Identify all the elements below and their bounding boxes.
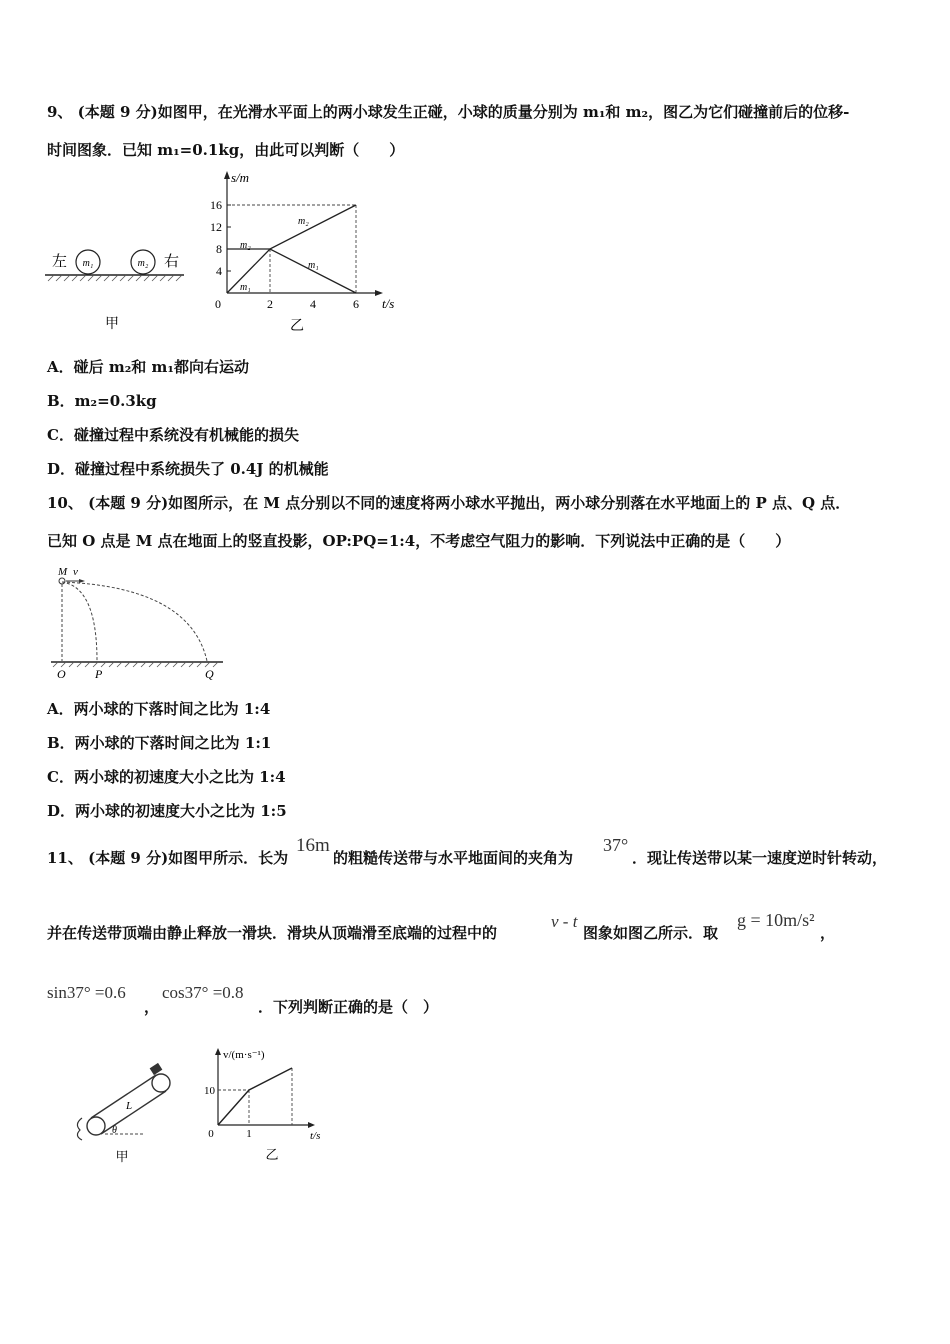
q11-length-value: 16m [296, 835, 330, 856]
q11-stem-part1: 11、 (本题 9 分)如图甲所示．长为 [47, 849, 289, 867]
caption-jia: 甲 [115, 1149, 129, 1164]
label-theta: θ [112, 1125, 117, 1136]
label-v: v [73, 566, 78, 578]
q11-cos-value: cos37° =0.8 [162, 983, 244, 1002]
label-L: L [126, 1100, 133, 1112]
x-axis-label: t/s [310, 1130, 321, 1142]
q9-figure-jia [40, 240, 190, 335]
q9-stem-line1: 9、 (本题 9 分)如图甲，在光滑水平面上的两小球发生正碰，小球的质量分别为 m₁和 m₂，图乙为它们碰撞前后的位移- [47, 103, 850, 121]
caption-yi: 乙 [290, 319, 304, 334]
q9-option-a[interactable]: A．碰后 m₂和 m₁都向右运动 [47, 358, 249, 376]
origin-label: 0 [208, 1128, 214, 1140]
q11-conveyor-figure [60, 1062, 190, 1167]
lower-roller [87, 1117, 105, 1135]
label-M: M [58, 566, 68, 578]
q11-sin-cos-separator: ， [144, 998, 160, 1016]
y-tick-label: 4 [216, 264, 222, 278]
x-axis-label: t/s [382, 296, 395, 311]
y-tick-label: 16 [210, 198, 222, 212]
rotation-direction-icon [77, 1118, 82, 1140]
q11-sin-value: sin37° =0.6 [47, 983, 126, 1002]
slider-block [150, 1063, 163, 1075]
belt-top [91, 1075, 156, 1118]
x-tick-label: 6 [353, 297, 359, 311]
y-tick-label: 8 [216, 242, 222, 256]
upper-roller [152, 1074, 170, 1092]
label-m2-before: m₂ [240, 240, 251, 251]
y-tick-10: 10 [204, 1085, 215, 1097]
q9-option-d[interactable]: D．碰撞过程中系统损失了 0.4J 的机械能 [47, 460, 329, 478]
q11-g-value: g = 10m/s² [737, 910, 815, 930]
q10-stem-line2: 已知 O 点是 M 点在地面上的竖直投影，OP:PQ=1:4，不考虑空气阻力的影响．下列说法中正确的是（ ） [47, 532, 791, 550]
y-axis-arrow [224, 171, 230, 179]
velocity-line [218, 1068, 292, 1125]
q9-option-b[interactable]: B．m₂=0.3kg [47, 392, 157, 410]
y-axis-label: s/m [231, 170, 250, 185]
q10-option-a[interactable]: A．两小球的下落时间之比为 1:4 [47, 700, 271, 718]
label-left: 左 [52, 254, 68, 270]
q10-option-b[interactable]: B．两小球的下落时间之比为 1:1 [47, 734, 272, 752]
q11-angle-value: 37° [603, 835, 629, 855]
caption-yi: 乙 [265, 1147, 279, 1162]
q9-st-chart [200, 168, 410, 336]
q9-option-c[interactable]: C．碰撞过程中系统没有机械能的损失 [47, 426, 299, 444]
label-P: P [95, 667, 103, 680]
q11-vt-symbol: v - t [551, 912, 578, 931]
label-m1-after: m₁ [308, 260, 319, 271]
q9-stem-line2: 时间图象．已知 m₁=0.1kg，由此可以判断（ ） [47, 141, 405, 159]
q11-vt-chart [198, 1045, 338, 1165]
origin-label: 0 [215, 297, 221, 311]
belt-bottom [101, 1091, 166, 1134]
label-Q: Q [205, 667, 214, 680]
trajectory-to-Q [62, 582, 207, 661]
label-O: O [57, 667, 66, 680]
q11-stem-part4: 并在传送带顶端由静止释放一滑块．滑块从顶端滑至底端的过程中的 [47, 924, 498, 942]
y-axis-label: v/(m·s⁻¹) [223, 1049, 265, 1061]
trajectory-to-P [62, 582, 97, 661]
x-tick-label: 4 [310, 297, 316, 311]
q10-projectile-figure [45, 562, 230, 680]
caption-jia: 甲 [105, 317, 119, 332]
ball-m1-label: m₁ [82, 258, 94, 269]
ground-hatch [53, 662, 218, 667]
q11-stem-part5: 图象如图乙所示．取 [583, 924, 719, 942]
q10-stem-line1: 10、 (本题 9 分)如图所示，在 M 点分别以不同的速度将两小球水平抛出，两小球分别落在水平地面上的 P 点、Q 点． [47, 494, 851, 512]
y-tick-label: 12 [210, 220, 222, 234]
label-right: 右 [164, 254, 180, 270]
label-m2-after: m₂ [298, 216, 309, 227]
x-tick-label: 2 [267, 297, 273, 311]
q11-stem-part6: ．下列判断正确的是（ ） [258, 998, 439, 1016]
ground-hatch [48, 275, 182, 281]
ball-m2-label: m₂ [137, 258, 149, 269]
q11-stem-comma: ， [820, 924, 836, 942]
q10-option-d[interactable]: D．两小球的初速度大小之比为 1:5 [47, 802, 287, 820]
x-tick-1: 1 [246, 1128, 252, 1140]
q10-option-c[interactable]: C．两小球的初速度大小之比为 1:4 [47, 768, 286, 786]
q11-stem-part2: 的粗糙传送带与水平地面间的夹角为 [333, 849, 574, 867]
label-m1-before: m₁ [240, 282, 251, 293]
launch-point-M [59, 578, 65, 584]
q11-stem-part3: ．现让传送带以某一速度逆时针转动， [632, 849, 888, 867]
